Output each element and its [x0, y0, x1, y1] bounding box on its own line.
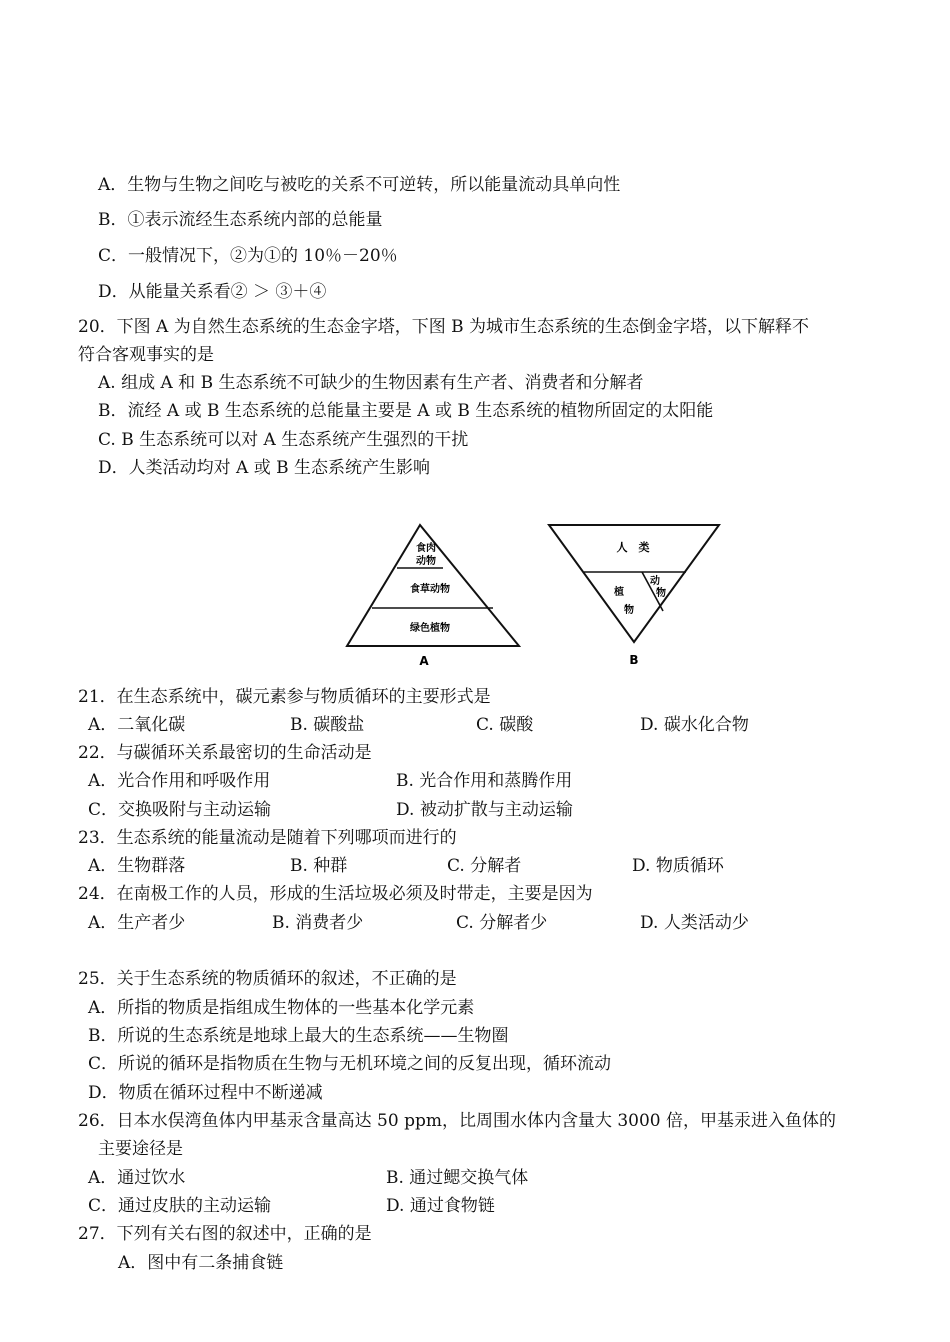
q20-option-b: B．流经 A 或 B 生态系统的总能量主要是 A 或 B 生态系统的植物所固定的太阳能 [98, 401, 714, 421]
q19-option-b: B．①表示流经生态系统内部的总能量 [98, 210, 383, 230]
q21-option-a: A．二氧化碳 [88, 715, 186, 735]
q21-stem: 21．在生态系统中，碳元素参与物质循环的主要形式是 [78, 687, 491, 707]
pyramid-b-label: B [629, 653, 639, 667]
q20-stem-line2: 符合客观事实的是 [78, 345, 214, 365]
ecological-pyramids-figure [330, 515, 730, 675]
pyramid-b-top-humans: 人 类 [616, 541, 650, 554]
q19-option-a: A．生物与生物之间吃与被吃的关系不可逆转，所以能量流动具单向性 [98, 175, 621, 195]
q25-stem: 25．关于生态系统的物质循环的叙述，不正确的是 [78, 969, 457, 989]
pyramid-a-level-herbivore: 食草动物 [410, 584, 450, 595]
q26-stem-line1: 26．日本水俣湾鱼体内甲基汞含量高达 50 ppm，比周围水体内含量大 3000 倍，甲基汞进入鱼体的 [78, 1111, 837, 1131]
q24-option-b: B. 消费者少 [272, 913, 364, 933]
q22-stem: 22．与碳循环关系最密切的生命活动是 [78, 743, 372, 763]
q26-stem-line2: 主要途径是 [98, 1139, 183, 1159]
q22-option-c: C．交换吸附与主动运输 [88, 800, 272, 820]
q24-option-d: D. 人类活动少 [640, 913, 749, 933]
q26-option-c: C．通过皮肤的主动运输 [88, 1196, 272, 1216]
pyramid-a-level-carnivore-2: 动物 [416, 556, 436, 567]
pyramid-b-plants-1: 植 [614, 587, 624, 598]
q20-stem-line1: 20．下图 A 为自然生态系统的生态金字塔，下图 B 为城市生态系统的生态倒金字塔，以下解释不 [78, 317, 810, 337]
q27-option-a: A．图中有二条捕食链 [118, 1253, 284, 1273]
q26-option-b: B. 通过鳃交换气体 [386, 1168, 529, 1188]
pyramid-b-animals-2: 物 [656, 588, 666, 599]
q19-option-c: C．一般情况下，②为①的 10％－20％ [98, 246, 398, 266]
q20-option-c: C. B 生态系统可以对 A 生态系统产生强烈的干扰 [98, 430, 469, 450]
q24-option-c: C. 分解者少 [456, 913, 548, 933]
q20-option-d: D．人类活动均对 A 或 B 生态系统产生影响 [98, 458, 431, 478]
pyramid-a-level-carnivore-1: 食肉 [416, 543, 436, 554]
q22-option-d: D. 被动扩散与主动运输 [396, 800, 573, 820]
q23-option-d: D. 物质循环 [632, 856, 724, 876]
q22-option-b: B. 光合作用和蒸腾作用 [396, 771, 573, 791]
q24-option-a: A．生产者少 [88, 913, 186, 933]
q25-option-a: A．所指的物质是指组成生物体的一些基本化学元素 [88, 998, 475, 1018]
q20-option-a: A. 组成 A 和 B 生态系统不可缺少的生物因素有生产者、消费者和分解者 [98, 373, 644, 393]
q26-option-a: A．通过饮水 [88, 1168, 186, 1188]
pyramid-b [549, 525, 719, 667]
q25-option-d: D．物质在循环过程中不断递减 [88, 1083, 323, 1103]
q21-option-c: C. 碳酸 [476, 715, 534, 735]
q25-option-c: C．所说的循环是指物质在生物与无机环境之间的反复出现，循环流动 [88, 1054, 612, 1074]
q26-option-d: D. 通过食物链 [386, 1196, 495, 1216]
q23-stem: 23．生态系统的能量流动是随着下列哪项而进行的 [78, 828, 457, 848]
q19-option-d: D．从能量关系看② ＞ ③＋④ [98, 282, 327, 302]
q25-option-b: B．所说的生态系统是地球上最大的生态系统——生物圈 [88, 1026, 509, 1046]
q24-stem: 24．在南极工作的人员，形成的生活垃圾必须及时带走，主要是因为 [78, 884, 593, 904]
q23-option-b: B. 种群 [290, 856, 348, 876]
q21-option-b: B. 碳酸盐 [290, 715, 365, 735]
q27-stem: 27．下列有关右图的叙述中，正确的是 [78, 1224, 372, 1244]
q23-option-a: A．生物群落 [88, 856, 186, 876]
pyramid-a-level-plants: 绿色植物 [410, 623, 450, 634]
q22-option-a: A．光合作用和呼吸作用 [88, 771, 271, 791]
q21-option-d: D. 碳水化合物 [640, 715, 749, 735]
pyramid-a [347, 525, 519, 668]
q23-option-c: C. 分解者 [447, 856, 522, 876]
pyramid-b-plants-2: 物 [624, 605, 634, 616]
pyramid-b-animals-1: 动 [650, 576, 660, 587]
pyramid-a-label: A [419, 654, 429, 668]
